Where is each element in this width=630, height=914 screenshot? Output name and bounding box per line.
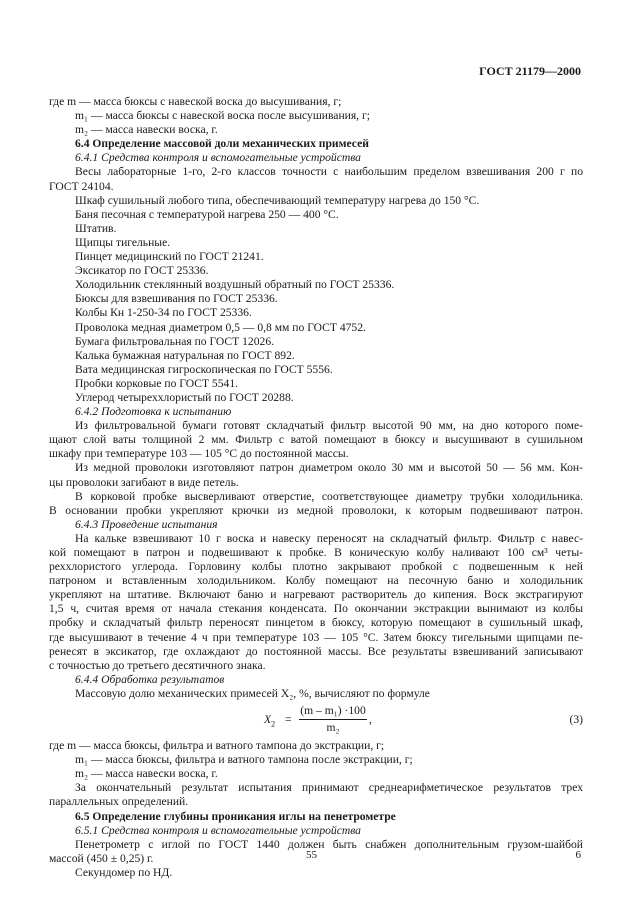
text-line: m₁ — масса бюксы, фильтра и ватного тампона после экстракции, г; bbox=[75, 753, 413, 767]
formula-lhs bbox=[264, 713, 275, 731]
text-line: массой (450 ± 0,25) г. bbox=[49, 851, 154, 865]
text-line: В корковой пробке высверливают отверстие, соответствующее диаметру трубки холодильника. bbox=[75, 489, 583, 503]
subsection-heading: 6.4.3 Проведение испытания bbox=[75, 517, 218, 531]
subsection-heading: 6.4.1 Средства контроля и вспомогательные устройства bbox=[75, 151, 361, 165]
text-line: укрепляют на штативе. Включают баню и нагревают растворитель до кипения. Воск экстрагируют bbox=[49, 588, 583, 602]
text-line: Холодильник стеклянный воздушный обратный по ГОСТ 25336. bbox=[75, 278, 395, 292]
text-line: За окончательный результат испытания принимают среднеарифметическое результатов трех bbox=[75, 781, 583, 795]
formula-3 bbox=[49, 704, 583, 736]
text-line: реххлористого углерода. Горловину колбы плотно закрывают пробкой с подвешенным к ней bbox=[49, 560, 583, 574]
text-line: Баня песочная с температурой нагрева 250 — 400 °С. bbox=[75, 207, 339, 221]
text-line: Секундомер по НД. bbox=[75, 865, 173, 879]
page-number: 55 bbox=[306, 849, 317, 861]
text-line: Бумага фильтровальная по ГОСТ 12026. bbox=[75, 334, 275, 348]
text-line: Бюксы для взвешивания по ГОСТ 25336. bbox=[75, 292, 278, 306]
subsection-heading: 6.5.1 Средства контроля и вспомогательные устройства bbox=[75, 823, 361, 837]
text-line: где высушивают в течение 4 ч при температуре 103 — 105 °С. Затем бюксу тигельными щипцами пе- bbox=[49, 630, 583, 644]
text-line: пробку и складчатый фильтр переносят пинцетом в бюксу, которую помещают в сушильный шкаф, bbox=[49, 616, 583, 630]
text-line: цы проволоки загибают в виде петель. bbox=[49, 475, 239, 489]
text-line: m₂ — масса навески воска, г. bbox=[75, 123, 218, 137]
section-heading: 6.4 Определение массовой доли механических примесей bbox=[75, 137, 369, 151]
text-line: Эксикатор по ГОСТ 25336. bbox=[75, 264, 209, 278]
formula-lhs-var: X bbox=[264, 713, 272, 727]
formula-denominator: m₂ bbox=[326, 721, 340, 735]
formula-number: (3) bbox=[569, 713, 583, 727]
sheet-number: 6 bbox=[575, 849, 581, 861]
formula-equals: = bbox=[285, 713, 292, 727]
formula-lhs-sub: 2 bbox=[271, 719, 276, 729]
text-line: щают слой ваты толщиной 2 мм. Фильтр с ватой помещают в бюксу и высушивают в сушильном bbox=[49, 433, 583, 447]
page-content bbox=[49, 95, 583, 880]
formula-comma: , bbox=[369, 713, 372, 727]
text-line: Из медной проволоки изготовляют патрон диаметром около 30 мм и высотой 50 — 56 мм. Кон- bbox=[75, 461, 583, 475]
text-line: Из фильтровальной бумаги готовят складчатый фильтр высотой 90 мм, на дно которого поме- bbox=[75, 419, 583, 433]
document-header: ГОСТ 21179—2000 bbox=[479, 64, 581, 78]
text-line: кой помещают в патрон и подвешивают к пробке. В коническую колбу наливают 100 см³ четы- bbox=[49, 546, 583, 559]
text-line: m₁ — масса бюксы с навеской воска после высушивания, г; bbox=[75, 109, 370, 123]
text-line: Шкаф сушильный любого типа, обеспечивающий температуру нагрева до 150 °С. bbox=[75, 193, 480, 207]
text-line: Массовую долю механических примесей X₂, %, вычисляют по формуле bbox=[75, 686, 430, 700]
text-line: Колбы Кн 1-250-34 по ГОСТ 25336. bbox=[75, 306, 252, 320]
text-line: Пинцет медицинский по ГОСТ 21241. bbox=[75, 250, 264, 264]
subsection-heading: 6.4.2 Подготовка к испытанию bbox=[75, 405, 232, 419]
text-line: Штатив. bbox=[75, 221, 117, 235]
text-line: Весы лабораторные 1-го, 2-го классов точности с наибольшим пределом взвешивания 200 г по bbox=[75, 165, 583, 179]
formula-fraction bbox=[299, 704, 367, 735]
text-line: патроном и вставленным холодильником. Колбу помещают на песочную баню и холодильник bbox=[49, 574, 583, 588]
text-line: Калька бумажная натуральная по ГОСТ 892. bbox=[75, 348, 295, 362]
text-line: с точностью до третьего десятичного знака. bbox=[49, 658, 266, 672]
text-line: На кальке взвешивают 10 г воска и навеску переносят на складчатый фильтр. Фильтр с навес- bbox=[75, 531, 583, 545]
text-line: В основании пробки укрепляют крючки из медной проволоки, к которым подвешивают патрон. bbox=[49, 503, 583, 517]
subsection-heading: 6.4.4 Обработка результатов bbox=[75, 672, 225, 686]
formula-numerator: (m – m₁) ·100 bbox=[299, 704, 367, 720]
text-line: шкафу при температуре 103 — 105 °С до постоянной массы. bbox=[49, 447, 349, 461]
text-line: ГОСТ 24104. bbox=[49, 179, 114, 193]
text-line: параллельных определений. bbox=[49, 795, 189, 809]
text-line: 1,5 ч, считая время от начала стекания конденсата. По окончании экстракции вынимают из колбы bbox=[49, 602, 583, 616]
text-line: m₂ — масса навески воска, г. bbox=[75, 767, 218, 781]
text-line: Проволока медная диаметром 0,5 — 0,8 мм по ГОСТ 4752. bbox=[75, 320, 366, 334]
section-heading: 6.5 Определение глубины проникания иглы на пенетрометре bbox=[75, 809, 396, 823]
text-line: Щипцы тигельные. bbox=[75, 235, 171, 249]
text-line: где m — масса бюксы с навеской воска до высушивания, г; bbox=[49, 95, 342, 108]
text-line: где m — масса бюксы, фильтра и ватного тампона до экстракции, г; bbox=[49, 739, 385, 753]
text-line: Углерод четыреххлористый по ГОСТ 20288. bbox=[75, 390, 294, 404]
text-line: ренесят в эксикатор, где охлаждают до постоянной массы. Все результаты взвешиваний записывают bbox=[49, 644, 583, 658]
text-line: Пенетрометр с иглой по ГОСТ 1440 должен быть снабжен дополнительным грузом-шайбой bbox=[75, 837, 583, 851]
text-line: Вата медицинская гигроскопическая по ГОСТ 5556. bbox=[75, 362, 333, 376]
text-line: Пробки корковые по ГОСТ 5541. bbox=[75, 376, 239, 390]
